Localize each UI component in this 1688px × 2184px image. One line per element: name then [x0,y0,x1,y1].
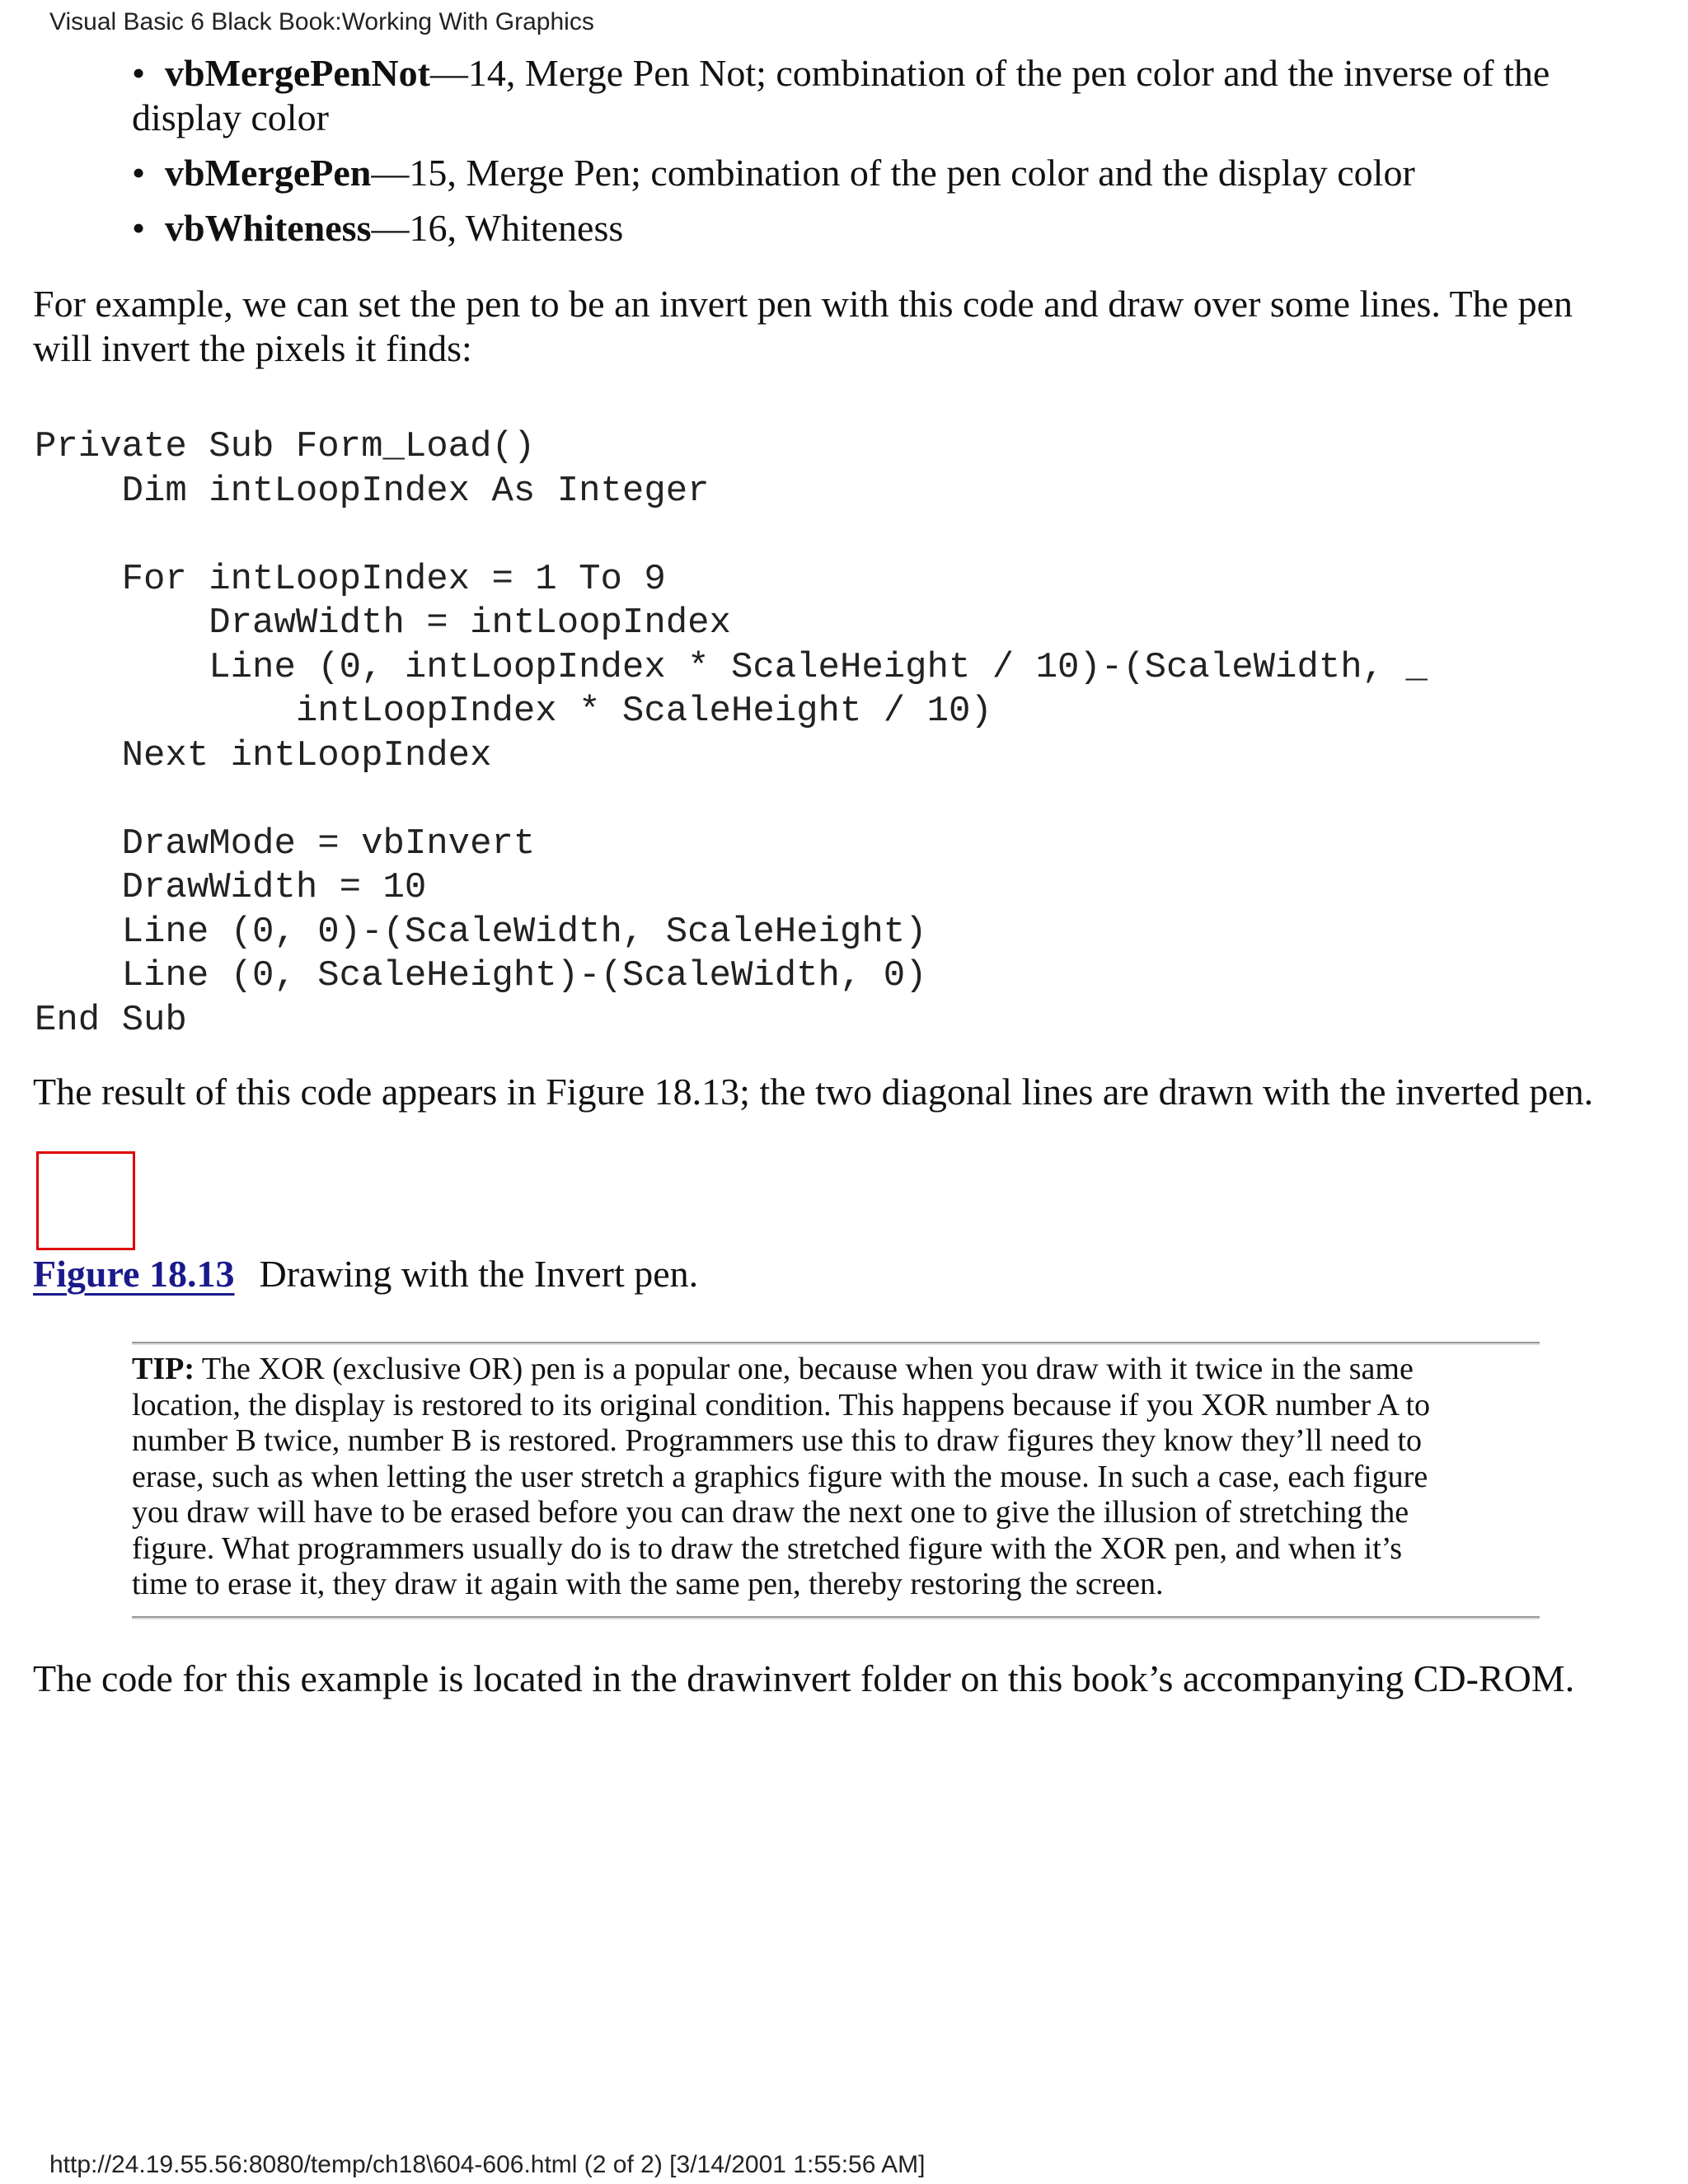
bullet-icon: • [132,207,146,249]
tip-line: time to erase it, they draw it again with the same pen, thereby restoring the screen. [132,1567,1164,1601]
page-header-title: Visual Basic 6 Black Book:Working With Graphics [49,8,594,35]
constant-name: vbMergePenNot [165,52,430,94]
tip-line: erase, such as when letting the user stretch a graphics figure with the mouse. In such a case, each figure [132,1459,1428,1494]
page-footer-url: http://24.19.55.56:8080/temp/ch18\604-606.html (2 of 2) [3/14/2001 1:55:56 AM] [49,2151,926,2178]
drawmode-constant-list [132,51,1624,261]
intro-line: will invert the pixels it finds: [33,327,472,369]
result-paragraph: The result of this code appears in Figure 18.13; the two diagonal lines are drawn with the inverted pen. [33,1071,1594,1113]
tip-divider-top [132,1342,1540,1345]
figure-link[interactable]: Figure 18.13 [33,1253,235,1295]
constant-name: vbMergePen [165,152,372,194]
tip-line: TIP: The XOR (exclusive OR) pen is a popular one, because when you draw with it twice in the same [132,1352,1414,1386]
code-listing: Private Sub Form_Load() Dim intLoopIndex As Integer For intLoopIndex = 1 To 9 DrawWidth = intLoopIndex Line (0, intLoopIndex * ScaleHeight / 10)-(ScaleWidth, _ intLoopIndex * ScaleHeight / 10) Next intLoopIndex DrawMode = vbInvert DrawWidth = 10 Line (0, 0)-(ScaleWidth, ScaleHeight) Line (0, ScaleHeight)-(ScaleWidth, 0) End Sub [35,426,1428,1041]
list-item [132,151,1624,195]
bullet-icon: • [132,52,146,94]
list-item [132,206,1624,251]
tip-line: you draw will have to be erased before you can draw the next one to give the illusion of stretching the [132,1495,1409,1530]
tip-box [132,1352,1533,1603]
constant-description: —15, Merge Pen; combination of the pen color and the display color [371,152,1415,194]
tip-label: TIP: [132,1352,195,1386]
bullet-icon: • [132,152,146,194]
constant-name: vbWhiteness [165,207,372,249]
closing-paragraph: The code for this example is located in the drawinvert folder on this book’s accompanying CD-ROM. [33,1657,1575,1699]
tip-divider-bottom [132,1616,1540,1619]
figure-caption-text: Drawing with the Invert pen. [259,1253,699,1295]
broken-image-placeholder[interactable] [36,1151,135,1250]
tip-line: figure. What programmers usually do is to draw the stretched figure with the XOR pen, and when it’s [132,1530,1403,1566]
list-item [132,51,1624,140]
figure-caption [33,1251,698,1297]
tip-line: location, the display is restored to its original condition. This happens because if you XOR number A to [132,1387,1430,1422]
constant-description: —16, Whiteness [371,207,624,249]
tip-line: number B twice, number B is restored. Programmers use this to draw figures they know they’ll need to [132,1423,1423,1458]
constant-description: —14, Merge Pen Not; combination of the pen color and the inverse of the display color [132,52,1550,138]
intro-paragraph [33,282,1573,371]
intro-line: For example, we can set the pen to be an invert pen with this code and draw over some lines. The pen [33,283,1573,325]
